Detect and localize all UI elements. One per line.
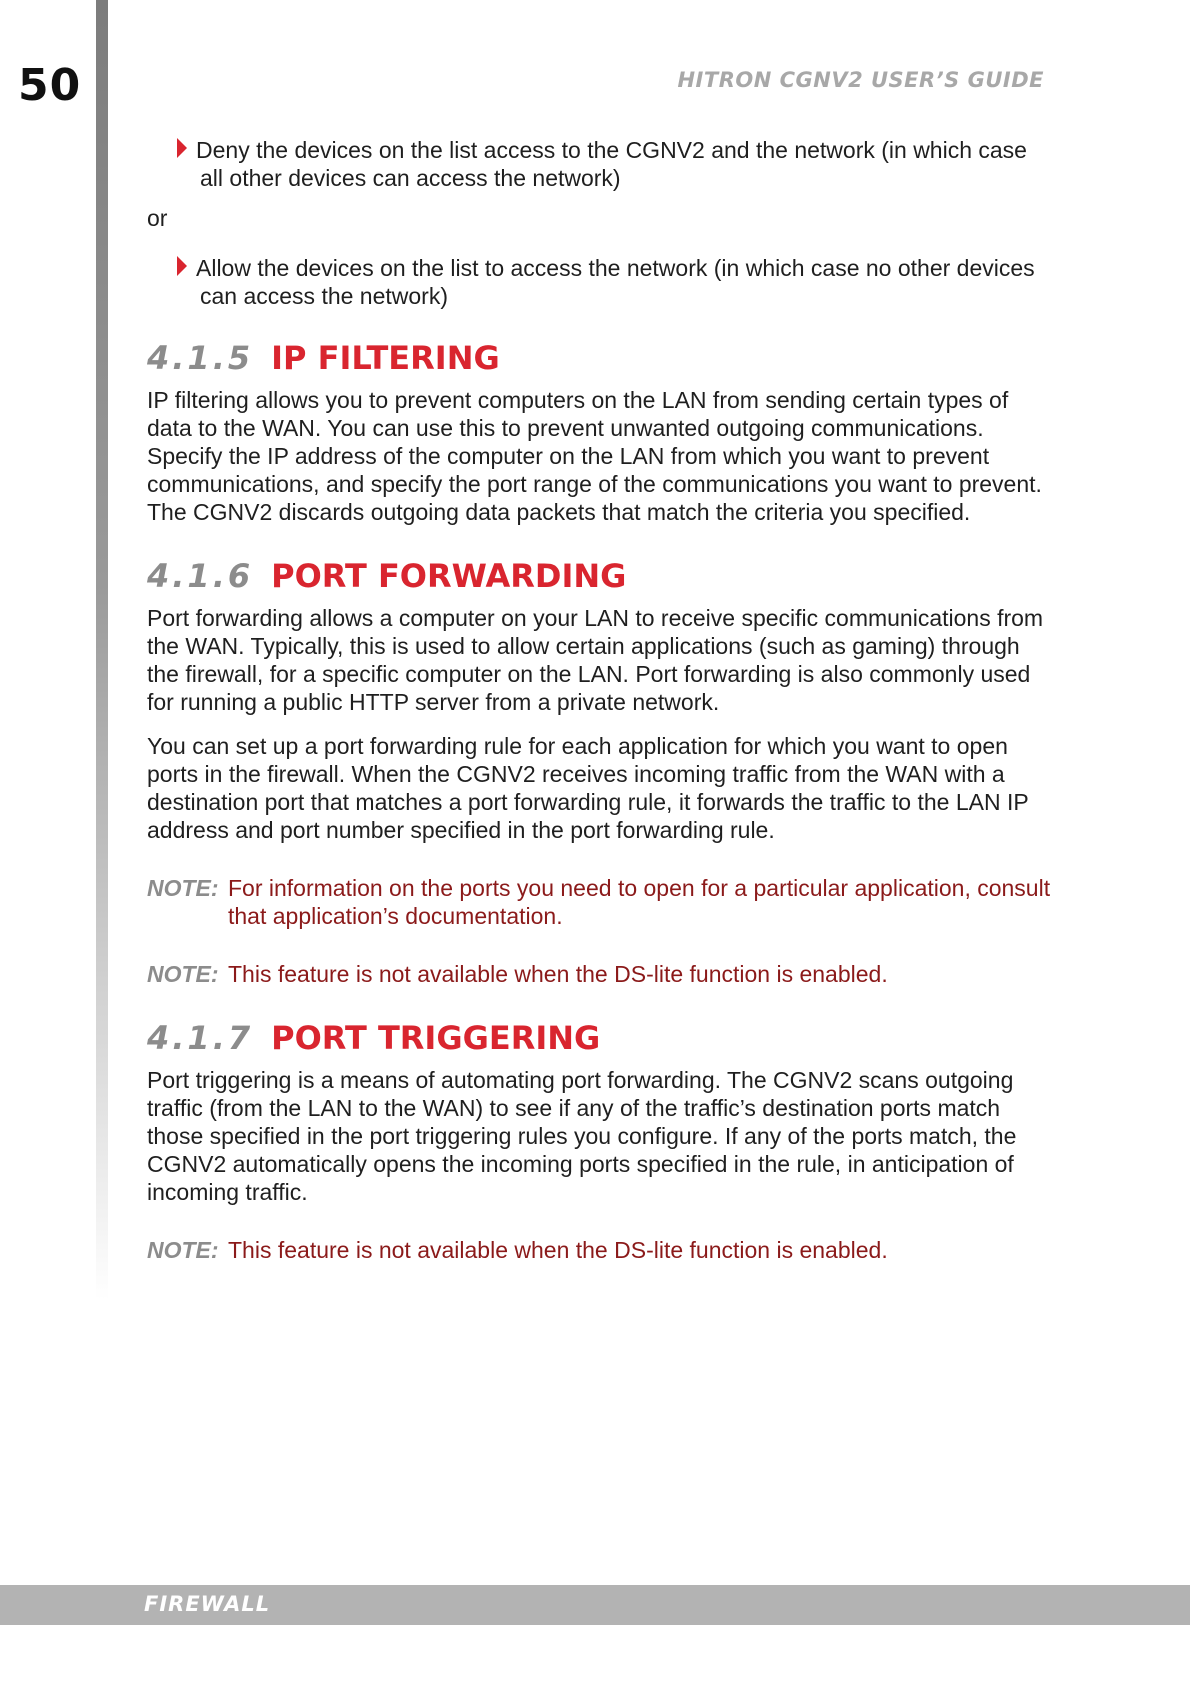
bullet-text: Allow the devices on the list to access the network (in which case no other devices can access the network) [196, 255, 1035, 309]
bullet-arrow-icon [177, 256, 187, 276]
bullet-item-deny [147, 136, 1052, 192]
page-content [147, 136, 1052, 1264]
side-margin-bar [96, 0, 108, 1300]
note-ports-info [147, 874, 1052, 930]
note-ds-lite-forwarding [147, 960, 1052, 988]
bullet-arrow-icon [177, 138, 187, 158]
page-number: 50 [18, 60, 82, 111]
note-text: This feature is not available when the DS-lite function is enabled. [228, 1237, 888, 1263]
bullet-text: Deny the devices on the list access to the CGNV2 and the network (in which case all other devices can access the network) [196, 137, 1027, 191]
port-triggering-paragraph: Port triggering is a means of automating port forwarding. The CGNV2 scans outgoing traffic (from the LAN to the WAN) to see if any of the traffic’s destination ports match those specified in the port triggering rules you configure. If any of the ports match, the CGNV2 automatically opens the incoming ports specified in the rule, in anticipation of incoming traffic. [147, 1067, 1017, 1205]
footer-bar [0, 1585, 1190, 1625]
note-label: NOTE: [147, 1237, 219, 1263]
ip-filtering-paragraph: IP filtering allows you to prevent computers on the LAN from sending certain types of data to the WAN. You can use this to prevent unwanted outgoing communications. Specify the IP address of the computer on the LAN from which you want to prevent communications, and specify the port range of the communications you want to prevent. The CGNV2 discards outgoing data packets that match the criteria you specified. [147, 387, 1042, 525]
section-heading-port-triggering [147, 1018, 1052, 1058]
section-heading-ip-filtering [147, 338, 1052, 378]
footer-chapter-label: FIREWALL [144, 1592, 271, 1616]
note-label: NOTE: [147, 961, 219, 987]
or-separator: or [147, 205, 168, 231]
note-label: NOTE: [147, 875, 219, 901]
section-title: IP FILTERING [271, 339, 500, 377]
section-title: PORT FORWARDING [271, 557, 627, 595]
port-forwarding-paragraph-1: Port forwarding allows a computer on your LAN to receive specific communications from the WAN. Typically, this is used to allow certain applications (such as gaming) through the firewall, for a specific computer on the LAN. Port forwarding is also commonly used for running a public HTTP server from a private network. [147, 605, 1044, 715]
port-forwarding-paragraph-2: You can set up a port forwarding rule for each application for which you want to open ports in the firewall. When the CGNV2 receives incoming traffic from the WAN with a destination port that matches a port forwarding rule, it forwards the traffic to the LAN IP address and port number specified in the port forwarding rule. [147, 733, 1029, 843]
note-ds-lite-triggering [147, 1236, 1052, 1264]
section-number: 4.1.5 [147, 339, 254, 377]
section-number: 4.1.6 [147, 557, 254, 595]
note-text: This feature is not available when the DS-lite function is enabled. [228, 961, 888, 987]
section-title: PORT TRIGGERING [271, 1019, 601, 1057]
running-header: HITRON CGNV2 USER’S GUIDE [677, 68, 1044, 92]
section-heading-port-forwarding [147, 556, 1052, 596]
bullet-item-allow [147, 254, 1052, 310]
note-text: For information on the ports you need to open for a particular application, consult that application’s documentation. [228, 875, 1051, 929]
section-number: 4.1.7 [147, 1019, 254, 1057]
